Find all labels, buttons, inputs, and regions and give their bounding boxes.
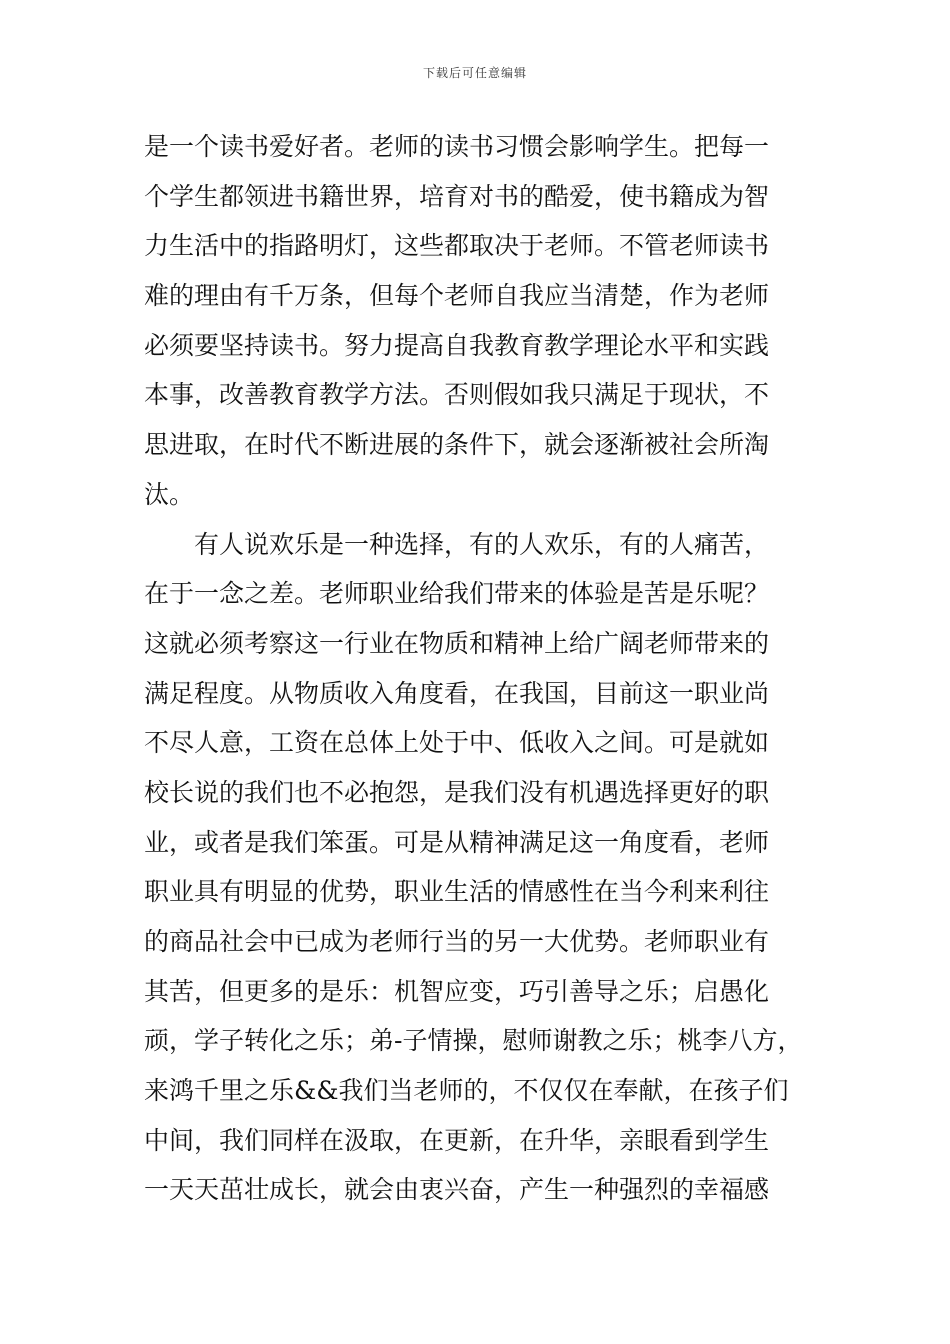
text-line: 校长说的我们也不必抱怨，是我们没有机遇选择更好的职 [144,777,770,807]
body-text [144,122,810,1215]
text-line: 这就必须考察这一行业在物质和精神上给广阔老师带来的 [144,628,770,658]
text-line: 难的理由有千万条，但每个老师自我应当清楚，作为老师 [144,281,770,311]
text-line: 中间，我们同样在汲取，在更新，在升华，亲眼看到学生 [144,1125,770,1155]
text-line: 顽，学子转化之乐；弟-子情操，慰师谢教之乐；桃李八方， [144,1026,803,1056]
text-line: 有人说欢乐是一种选择，有的人欢乐，有的人痛苦， [144,529,770,559]
text-line: 思进取，在时代不断进展的条件下，就会逐渐被社会所淘 [144,430,770,460]
text-line: 职业具有明显的优势，职业生活的情感性在当今利来利往 [144,877,770,907]
text-line: 其苦，但更多的是乐：机智应变，巧引善导之乐；启愚化 [144,976,770,1006]
text-line: 是一个读书爱好者。老师的读书习惯会影响学生。把每一 [144,132,770,161]
text-line: 满足程度。从物质收入角度看，在我国，目前这一职业尚 [144,678,770,708]
text-line: 来鸿千里之乐&&我们当老师的，不仅仅在奉献，在孩子们 [144,1076,789,1106]
text-line: 力生活中的指路明灯，这些都取决于老师。不管老师读书 [144,231,770,261]
text-line: 在于一念之差。老师职业给我们带来的体验是苦是乐呢？ [144,579,770,609]
page-header: 下载后可任意编辑 [422,66,527,80]
text-line: 本事，改善教育教学方法。否则假如我只满足于现状，不 [144,380,770,410]
text-line: 不尽人意，工资在总体上处于中、低收入之间。可是就如 [144,728,770,758]
text-line: 汰。 [144,479,195,509]
text-line: 个学生都领进书籍世界，培育对书的酷爱，使书籍成为智 [144,181,770,211]
text-line: 业，或者是我们笨蛋。可是从精神满足这一角度看，老师 [144,827,770,857]
text-line: 的商品社会中已成为老师行当的另一大优势。老师职业有 [144,927,770,956]
text-line: 必须要坚持读书。努力提高自我教育教学理论水平和实践 [144,330,770,360]
text-line: 一天天茁壮成长，就会由衷兴奋，产生一种强烈的幸福感 [144,1175,770,1205]
